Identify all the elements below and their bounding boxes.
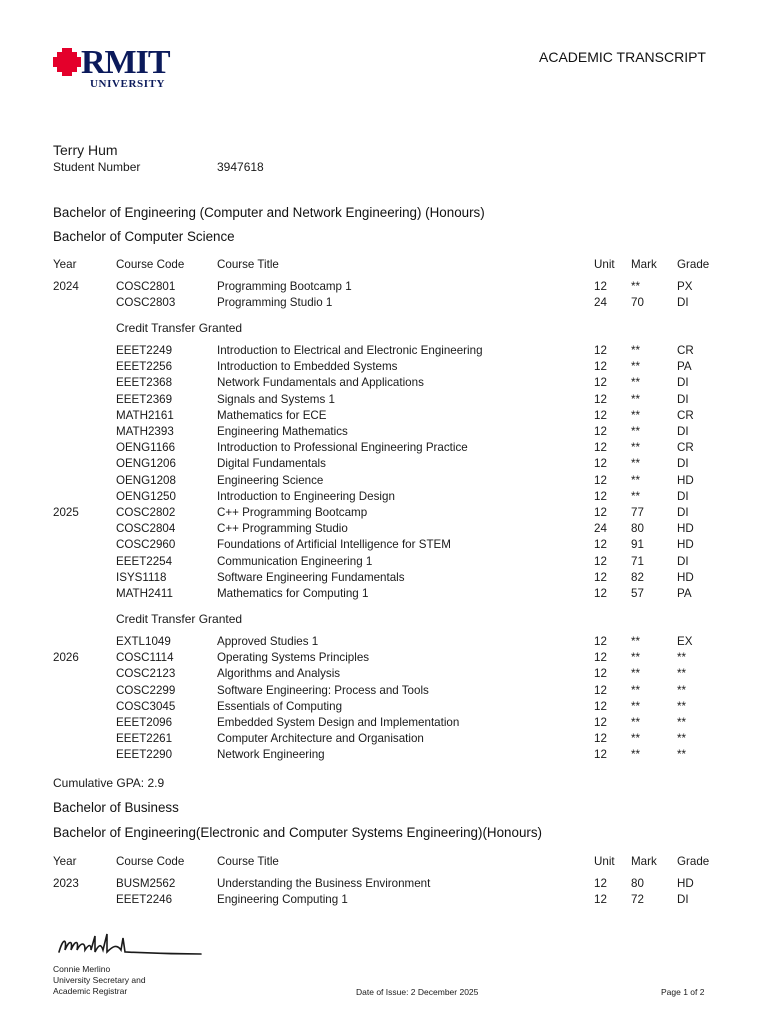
course-grade: DI xyxy=(677,489,689,503)
course-unit: 12 xyxy=(594,732,607,746)
course-code: COSC2123 xyxy=(116,667,176,681)
course-code: EEET2256 xyxy=(116,360,173,374)
course-unit: 12 xyxy=(594,473,607,487)
table-row xyxy=(0,893,768,909)
course-grade: PA xyxy=(677,587,692,600)
course-code: EEET2369 xyxy=(116,392,173,406)
course-code: COSC2803 xyxy=(116,296,176,310)
course-mark: ** xyxy=(631,392,641,406)
course-code: COSC3045 xyxy=(116,699,176,713)
table-row xyxy=(0,716,768,732)
table-row xyxy=(0,376,768,392)
course-unit: 12 xyxy=(594,748,607,762)
course-grade: HD xyxy=(677,877,694,890)
course-code: EXTL1049 xyxy=(116,635,171,648)
course-mark: ** xyxy=(631,360,641,374)
table-row xyxy=(0,280,768,296)
course-unit: 12 xyxy=(594,344,607,357)
course-mark: 77 xyxy=(631,506,644,519)
course-code: OENG1206 xyxy=(116,457,176,471)
course-code: EEET2261 xyxy=(116,732,173,746)
program-subtitle: Bachelor of Engineering(Electronic and Computer Systems Engineering)(Honours) xyxy=(53,825,543,840)
course-grade: DI xyxy=(677,554,689,568)
course-unit: 12 xyxy=(594,489,607,503)
course-unit: 12 xyxy=(594,392,607,406)
credit-transfer-label: Credit Transfer Granted xyxy=(116,612,243,626)
course-code: COSC2299 xyxy=(116,683,176,697)
course-code: COSC2802 xyxy=(116,506,176,519)
course-title: Mathematics for ECE xyxy=(217,408,327,422)
course-mark: 72 xyxy=(631,893,644,907)
course-year: 2026 xyxy=(53,651,79,665)
course-unit: 12 xyxy=(594,280,607,293)
course-code: MATH2393 xyxy=(116,425,174,438)
signer-role: University Secretary and xyxy=(53,975,146,985)
course-unit: 24 xyxy=(594,296,607,310)
course-unit: 12 xyxy=(594,893,607,907)
course-title: Foundations of Artificial Intelligence for STEM xyxy=(217,538,451,552)
course-title: Programming Bootcamp 1 xyxy=(217,280,352,293)
table-row xyxy=(0,457,768,473)
course-title: Network Engineering xyxy=(217,748,325,762)
table-row xyxy=(0,344,768,360)
course-unit: 24 xyxy=(594,522,607,536)
col-mark: Mark xyxy=(631,258,657,271)
course-unit: 12 xyxy=(594,683,607,697)
course-code: COSC2804 xyxy=(116,522,176,536)
course-title: Embedded System Design and Implementation xyxy=(217,716,460,729)
course-unit: 12 xyxy=(594,408,607,422)
course-grade: HD xyxy=(677,522,694,536)
course-mark: 82 xyxy=(631,570,644,584)
course-year: 2024 xyxy=(53,280,79,293)
course-grade: ** xyxy=(677,683,687,697)
course-code: ISYS1118 xyxy=(116,570,167,584)
cumulative-gpa: Cumulative GPA: 2.9 xyxy=(53,776,165,790)
course-grade: CR xyxy=(677,441,694,455)
col-course-code: Course Code xyxy=(116,855,185,868)
table-row xyxy=(0,748,768,764)
course-mark: 70 xyxy=(631,296,644,310)
course-title: Algorithms and Analysis xyxy=(217,667,341,681)
course-title: Signals and Systems 1 xyxy=(217,392,335,406)
course-code: EEET2368 xyxy=(116,376,173,390)
course-code: COSC1114 xyxy=(116,651,174,665)
course-unit: 12 xyxy=(594,441,607,455)
course-title: Engineering Computing 1 xyxy=(217,893,348,907)
rmit-logo xyxy=(53,44,183,94)
course-title: Software Engineering Fundamentals xyxy=(217,570,405,584)
col-course-code: Course Code xyxy=(116,258,185,271)
col-course-title: Course Title xyxy=(217,258,279,271)
course-mark: 71 xyxy=(631,554,644,568)
course-code: OENG1208 xyxy=(116,473,176,487)
table-row xyxy=(0,409,768,425)
course-mark: 91 xyxy=(631,538,644,552)
table-row xyxy=(0,296,768,312)
col-year: Year xyxy=(53,258,77,271)
table-row xyxy=(0,522,768,538)
table-row xyxy=(0,441,768,457)
course-mark: ** xyxy=(631,635,641,648)
course-mark: ** xyxy=(631,441,641,455)
course-code: EEET2290 xyxy=(116,748,173,762)
table-row xyxy=(0,425,768,441)
program-subtitle: Bachelor of Computer Science xyxy=(53,229,235,244)
course-title: Engineering Science xyxy=(217,473,324,487)
table-row xyxy=(0,393,768,409)
course-grade: ** xyxy=(677,651,687,665)
col-year: Year xyxy=(53,855,77,868)
course-unit: 12 xyxy=(594,699,607,713)
course-mark: ** xyxy=(631,699,641,713)
course-grade: ** xyxy=(677,699,687,713)
course-title: Software Engineering: Process and Tools xyxy=(217,683,429,697)
course-grade: CR xyxy=(677,408,694,422)
course-mark: ** xyxy=(631,716,641,729)
course-code: EEET2254 xyxy=(116,554,173,568)
course-grade: DI xyxy=(677,296,689,310)
table-row xyxy=(0,667,768,683)
course-code: MATH2411 xyxy=(116,587,173,600)
course-title: Network Fundamentals and Applications xyxy=(217,376,424,390)
course-code: EEET2249 xyxy=(116,344,173,357)
course-grade: ** xyxy=(677,748,687,762)
course-title: Introduction to Electrical and Electronic Engineering xyxy=(217,344,483,357)
page-number: Page 1 of 2 xyxy=(661,987,705,997)
col-grade: Grade xyxy=(677,855,710,868)
col-grade: Grade xyxy=(677,258,710,271)
course-grade: ** xyxy=(677,732,687,746)
course-code: BUSM2562 xyxy=(116,877,176,890)
course-title: C++ Programming Studio xyxy=(217,522,348,536)
course-grade: DI xyxy=(677,506,689,519)
table-row xyxy=(0,506,768,522)
course-unit: 12 xyxy=(594,554,607,568)
document-title: ACADEMIC TRANSCRIPT xyxy=(539,49,706,65)
table-row xyxy=(0,587,768,603)
table-row xyxy=(0,684,768,700)
table-row xyxy=(0,635,768,651)
course-code: EEET2096 xyxy=(116,716,173,729)
course-code: COSC2801 xyxy=(116,280,176,293)
course-unit: 12 xyxy=(594,587,607,600)
course-grade: PX xyxy=(677,280,693,293)
table-row xyxy=(0,360,768,376)
course-mark: ** xyxy=(631,732,641,746)
course-title: Programming Studio 1 xyxy=(217,296,333,310)
student-number: 3947618 xyxy=(217,160,264,174)
course-mark: ** xyxy=(631,489,641,503)
course-title: Introduction to Engineering Design xyxy=(217,489,395,503)
course-unit: 12 xyxy=(594,716,607,729)
course-mark: ** xyxy=(631,683,641,697)
course-mark: ** xyxy=(631,473,641,487)
course-mark: ** xyxy=(631,280,641,293)
student-name: Terry Hum xyxy=(53,142,118,158)
course-grade: DI xyxy=(677,392,689,406)
course-title: Mathematics for Computing 1 xyxy=(217,587,369,600)
course-mark: ** xyxy=(631,667,641,681)
course-grade: ** xyxy=(677,716,687,729)
course-title: C++ Programming Bootcamp xyxy=(217,506,368,519)
col-course-title: Course Title xyxy=(217,855,279,868)
course-grade: HD xyxy=(677,473,694,487)
course-grade: CR xyxy=(677,344,694,357)
rmit-pixel-icon xyxy=(53,48,81,76)
course-code: MATH2161 xyxy=(116,408,174,422)
course-mark: 80 xyxy=(631,877,644,890)
course-title: Introduction to Embedded Systems xyxy=(217,360,398,374)
course-year: 2025 xyxy=(53,506,79,519)
credit-transfer-label: Credit Transfer Granted xyxy=(116,321,243,335)
course-grade: DI xyxy=(677,457,689,471)
col-unit: Unit xyxy=(594,855,615,868)
course-unit: 12 xyxy=(594,376,607,390)
logo-subtitle: UNIVERSITY xyxy=(90,78,166,90)
course-grade: DI xyxy=(677,425,689,438)
signature-image xyxy=(55,930,205,960)
course-mark: ** xyxy=(631,651,641,665)
course-unit: 12 xyxy=(594,635,607,648)
course-code: COSC2960 xyxy=(116,538,176,552)
signer-role: Academic Registrar xyxy=(53,986,128,996)
table-row xyxy=(0,555,768,571)
program-title: Bachelor of Business xyxy=(53,800,179,815)
course-mark: ** xyxy=(631,408,641,422)
course-grade: HD xyxy=(677,570,694,584)
course-unit: 12 xyxy=(594,651,607,665)
course-unit: 12 xyxy=(594,360,607,374)
course-mark: ** xyxy=(631,344,641,357)
course-mark: ** xyxy=(631,457,641,471)
table-row xyxy=(0,538,768,554)
table-row xyxy=(0,490,768,506)
table-row xyxy=(0,571,768,587)
course-unit: 12 xyxy=(594,667,607,681)
course-title: Digital Fundamentals xyxy=(217,457,326,471)
table-row xyxy=(0,877,768,893)
student-number-label: Student Number xyxy=(53,160,141,174)
course-title: Communication Engineering 1 xyxy=(217,554,373,568)
course-mark: 80 xyxy=(631,522,644,536)
course-code: OENG1166 xyxy=(116,441,176,455)
course-unit: 12 xyxy=(594,538,607,552)
course-title: Approved Studies 1 xyxy=(217,635,319,648)
program-title: Bachelor of Engineering (Computer and Network Engineering) (Honours) xyxy=(53,205,485,220)
course-title: Introduction to Professional Engineering Practice xyxy=(217,441,468,455)
course-unit: 12 xyxy=(594,506,607,519)
course-mark: ** xyxy=(631,376,641,390)
table-row xyxy=(0,651,768,667)
course-grade: DI xyxy=(677,376,689,390)
course-mark: 57 xyxy=(631,587,644,600)
course-mark: ** xyxy=(631,425,641,438)
table-row xyxy=(0,700,768,716)
table-row xyxy=(0,732,768,748)
col-unit: Unit xyxy=(594,258,615,271)
table-header xyxy=(0,258,768,274)
course-grade: EX xyxy=(677,635,693,648)
logo-wordmark: RMIT xyxy=(81,44,170,81)
course-grade: ** xyxy=(677,667,687,681)
course-grade: DI xyxy=(677,893,689,907)
course-grade: PA xyxy=(677,360,692,374)
course-mark: ** xyxy=(631,748,641,762)
course-unit: 12 xyxy=(594,457,607,471)
course-grade: HD xyxy=(677,538,694,552)
col-mark: Mark xyxy=(631,855,657,868)
table-row xyxy=(0,474,768,490)
course-title: Essentials of Computing xyxy=(217,699,343,713)
signer-block xyxy=(53,964,146,997)
course-title: Understanding the Business Environment xyxy=(217,877,431,890)
course-title: Computer Architecture and Organisation xyxy=(217,732,424,746)
course-title: Operating Systems Principles xyxy=(217,651,370,665)
course-code: OENG1250 xyxy=(116,489,176,503)
course-year: 2023 xyxy=(53,877,79,890)
course-unit: 12 xyxy=(594,877,607,890)
course-code: EEET2246 xyxy=(116,893,173,907)
course-unit: 12 xyxy=(594,425,607,438)
course-title: Engineering Mathematics xyxy=(217,425,348,438)
issue-date: Date of Issue: 2 December 2025 xyxy=(356,987,479,997)
course-unit: 12 xyxy=(594,570,607,584)
table-header xyxy=(0,855,768,871)
signer-name: Connie Merlino xyxy=(53,964,111,974)
